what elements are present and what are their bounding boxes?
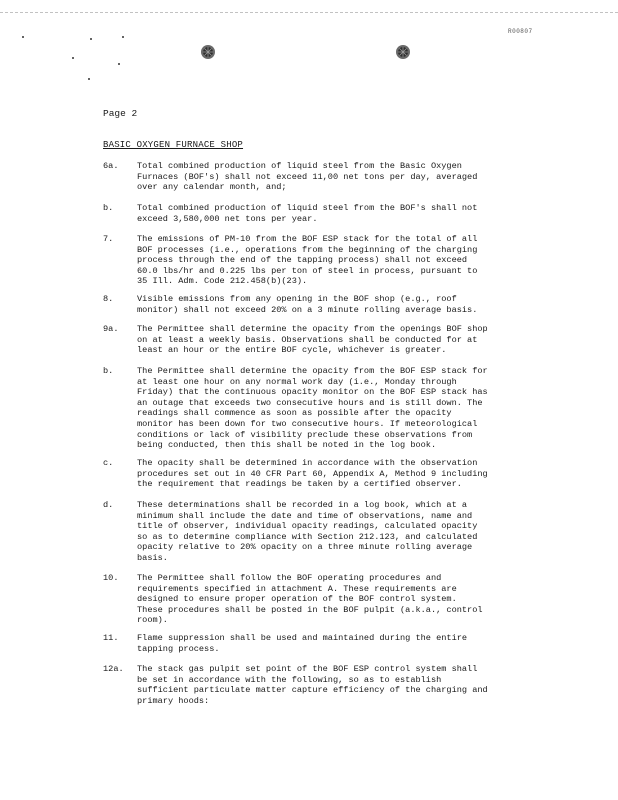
condition-number: 7. (103, 234, 114, 244)
section-title: BASIC OXYGEN FURNACE SHOP (103, 140, 244, 150)
document-id: R00807 (508, 28, 533, 35)
scan-speck (72, 57, 74, 59)
condition-number: 12a. (103, 664, 124, 674)
condition-text: These determinations shall be recorded in a log book, which at a minimum shall include the date and time of observations, name and title of observer, individual opacity readings, calculated opacity so as to determine compliance with Section 212.123, and calculated opacity relative to 20% opacity on a three minute rolling average basis. (137, 500, 478, 563)
scan-speck (22, 36, 24, 38)
condition-number: b. (103, 366, 114, 376)
condition-number: c. (103, 458, 114, 468)
condition-text: The emissions of PM-10 from the BOF ESP stack for the total of all BOF processes (i.e., operations from the beginning of the charging process through the end of the tapping process) shall not exceed 60.0 lbs/hr and 0.225 lbs per ton of steel in process, pursuant to 35 Ill. Adm. Code 212.458(b)(23). (137, 234, 478, 287)
condition-text: Total combined production of liquid steel from the Basic Oxygen Furnaces (BOF's) shall not exceed 11,00 net tons per day, averaged over any calendar month, and; (137, 161, 478, 193)
condition-text: The opacity shall be determined in accordance with the observation procedures set out in 40 CFR Part 60, Appendix A, Method 9 including the requirement that readings be taken by a certified observer. (137, 458, 488, 490)
condition-number: b. (103, 203, 114, 213)
condition-number: d. (103, 500, 114, 510)
punch-hole-icon (200, 44, 216, 60)
scan-edge-line (0, 12, 618, 14)
scan-speck (118, 63, 120, 65)
condition-number: 8. (103, 294, 114, 304)
condition-text: The Permittee shall determine the opacity from the BOF ESP stack for at least one hour on any normal work day (i.e., Monday through Friday) that the continuous opacity monitor on the BOF ESP stack has an outage that exceeds two consecutive hours and is still down. The readings shall commence as soon as possible after the opacity monitor has been down for two consecutive hours. If meteorological conditions or lack of visibility preclude these observations from being conducted, then this shall be noted in the log book. (137, 366, 488, 451)
condition-number: 6a. (103, 161, 119, 171)
page-label: Page 2 (103, 108, 138, 119)
condition-number: 10. (103, 573, 119, 583)
condition-text: Flame suppression shall be used and maintained during the entire tapping process. (137, 633, 468, 654)
punch-hole-icon (395, 44, 411, 60)
condition-text: The Permittee shall follow the BOF operating procedures and requirements specified in attachment A. These requirements are designed to ensure proper operation of the BOF control system. These procedures shall be posted in the BOF pulpit (a.k.a., control room). (137, 573, 483, 626)
condition-text: Visible emissions from any opening in the BOF shop (e.g., roof monitor) shall not exceed 20% on a 3 minute rolling average basis. (137, 294, 478, 315)
condition-text: Total combined production of liquid steel from the BOF's shall not exceed 3,580,000 net tons per year. (137, 203, 478, 224)
scan-speck (122, 36, 124, 38)
condition-text: The Permittee shall determine the opacity from the openings BOF shop on at least a weekly basis. Observations shall be conducted for at least an hour or the entire BOF cycle, whichever is greater. (137, 324, 488, 356)
condition-text: The stack gas pulpit set point of the BOF ESP control system shall be set in accordance with the following, so as to establish sufficient particulate matter capture efficiency of the charging and primary hoods: (137, 664, 488, 706)
condition-number: 9a. (103, 324, 119, 334)
scan-speck (90, 38, 92, 40)
condition-number: 11. (103, 633, 119, 643)
scan-speck (88, 78, 90, 80)
